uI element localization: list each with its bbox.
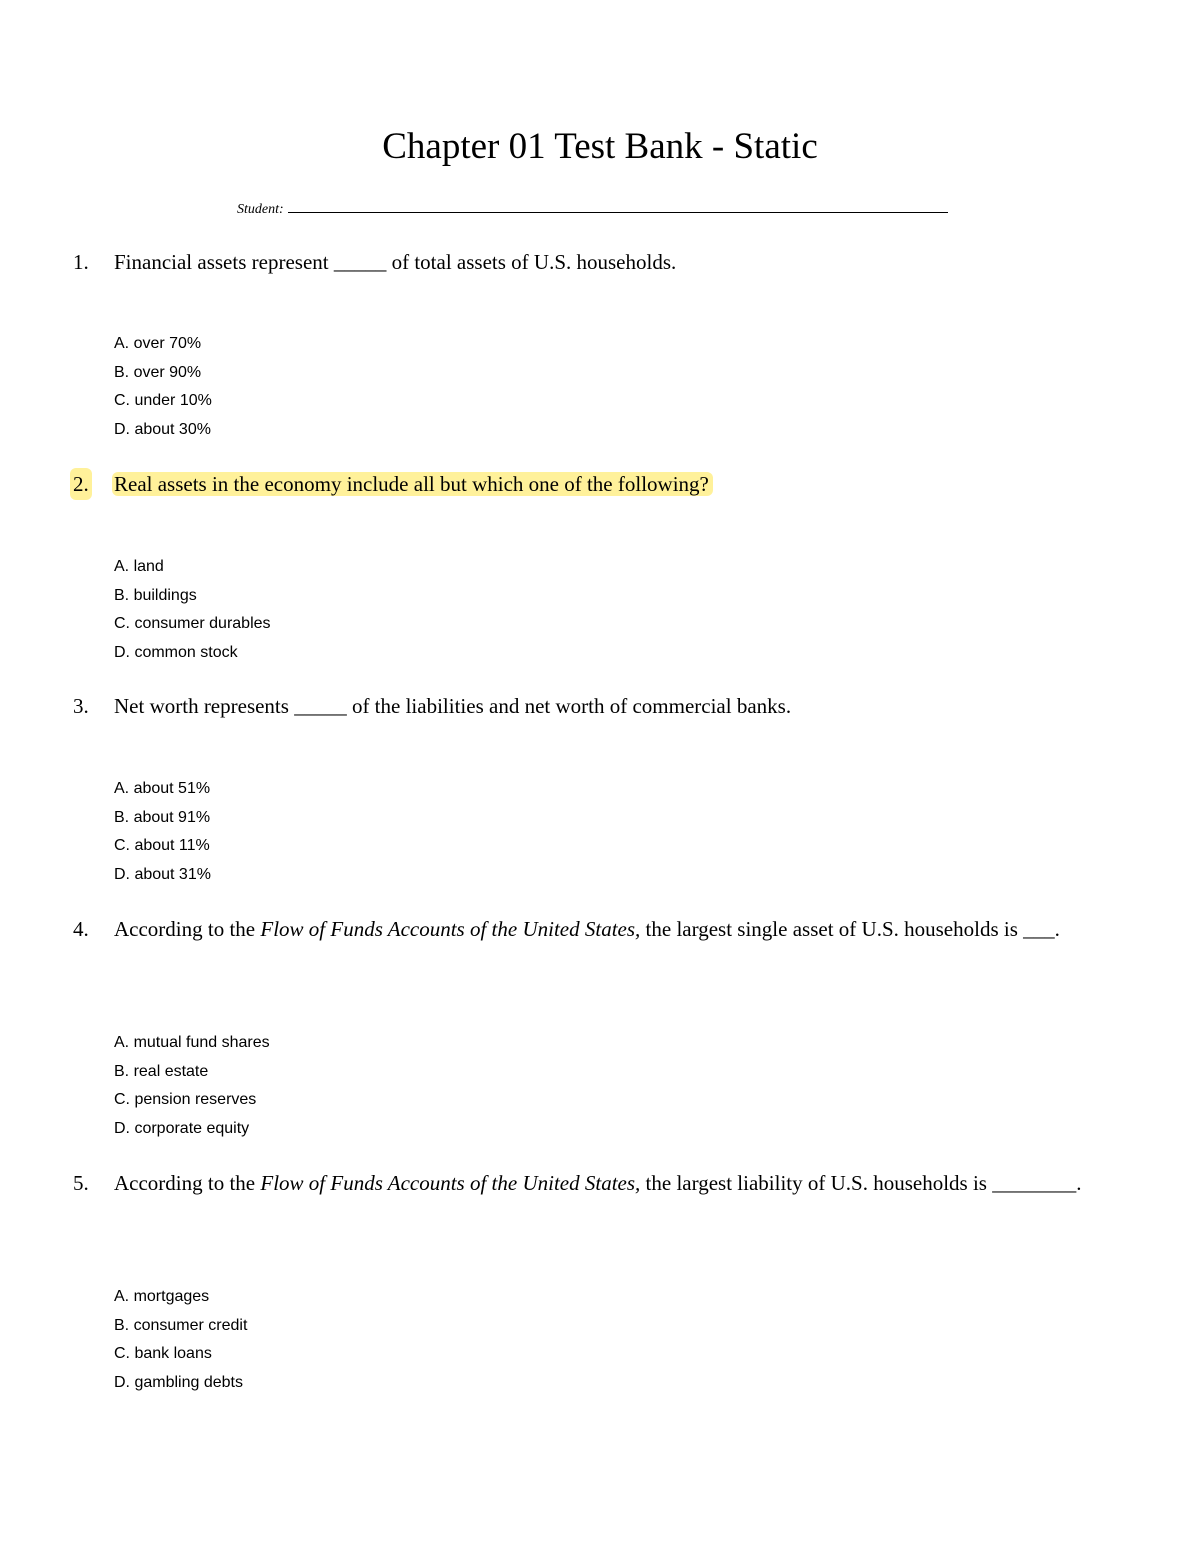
question-number: 4. bbox=[73, 917, 89, 941]
option-d: D. about 30% bbox=[114, 421, 211, 439]
option-c: C. consumer durables bbox=[114, 615, 271, 633]
question-text-start: According to the bbox=[114, 917, 261, 941]
option-d: D. about 31% bbox=[114, 866, 211, 884]
question-1-options bbox=[114, 330, 212, 445]
question-text-wrapper bbox=[114, 468, 1134, 500]
option-a: A. mutual fund shares bbox=[114, 1034, 270, 1051]
question-5-options bbox=[114, 1283, 247, 1398]
option-a: A. mortgages bbox=[114, 1288, 210, 1305]
option-d: D. corporate equity bbox=[114, 1120, 250, 1138]
question-3-options bbox=[114, 775, 211, 890]
question-text bbox=[114, 913, 1134, 945]
question-text-end: the largest liability of U.S. households is ________. bbox=[640, 1171, 1082, 1195]
option-a: A. over 70% bbox=[114, 335, 202, 352]
question-text: Financial assets represent _____ of total assets of U.S. households. bbox=[114, 250, 677, 274]
option-b: B. buildings bbox=[114, 586, 197, 604]
question-text bbox=[114, 1167, 1134, 1199]
question-number: 5. bbox=[73, 1171, 89, 1195]
student-label: Student: bbox=[237, 202, 284, 217]
student-name-blank bbox=[288, 198, 948, 213]
student-name-line bbox=[237, 198, 948, 222]
question-number: 1. bbox=[73, 250, 89, 274]
question-2-options bbox=[114, 553, 271, 668]
option-b: B. consumer credit bbox=[114, 1316, 248, 1334]
option-c: C. about 11% bbox=[114, 837, 210, 855]
question-4-options bbox=[114, 1029, 270, 1144]
publication-title: Flow of Funds Accounts of the United States, bbox=[260, 1171, 641, 1195]
option-b: B. real estate bbox=[114, 1062, 209, 1080]
question-number: 2. bbox=[70, 468, 92, 500]
question-text-end: the largest single asset of U.S. households is ___. bbox=[640, 917, 1060, 941]
highlighted-question-text: Real assets in the economy include all but which one of the following? bbox=[112, 472, 713, 496]
option-d: D. gambling debts bbox=[114, 1374, 243, 1392]
option-c: C. bank loans bbox=[114, 1345, 212, 1363]
option-a: A. land bbox=[114, 558, 164, 575]
page-title: Chapter 01 Test Bank - Static bbox=[382, 126, 818, 167]
question-text: Net worth represents _____ of the liabilities and net worth of commercial banks. bbox=[114, 694, 792, 718]
option-c: C. under 10% bbox=[114, 392, 212, 410]
option-b: B. over 90% bbox=[114, 363, 202, 381]
question-number: 3. bbox=[73, 694, 89, 718]
option-a: A. about 51% bbox=[114, 780, 211, 797]
option-d: D. common stock bbox=[114, 644, 238, 662]
option-c: C. pension reserves bbox=[114, 1091, 257, 1109]
option-b: B. about 91% bbox=[114, 808, 211, 826]
publication-title: Flow of Funds Accounts of the United States, bbox=[260, 917, 641, 941]
question-text-start: According to the bbox=[114, 1171, 261, 1195]
